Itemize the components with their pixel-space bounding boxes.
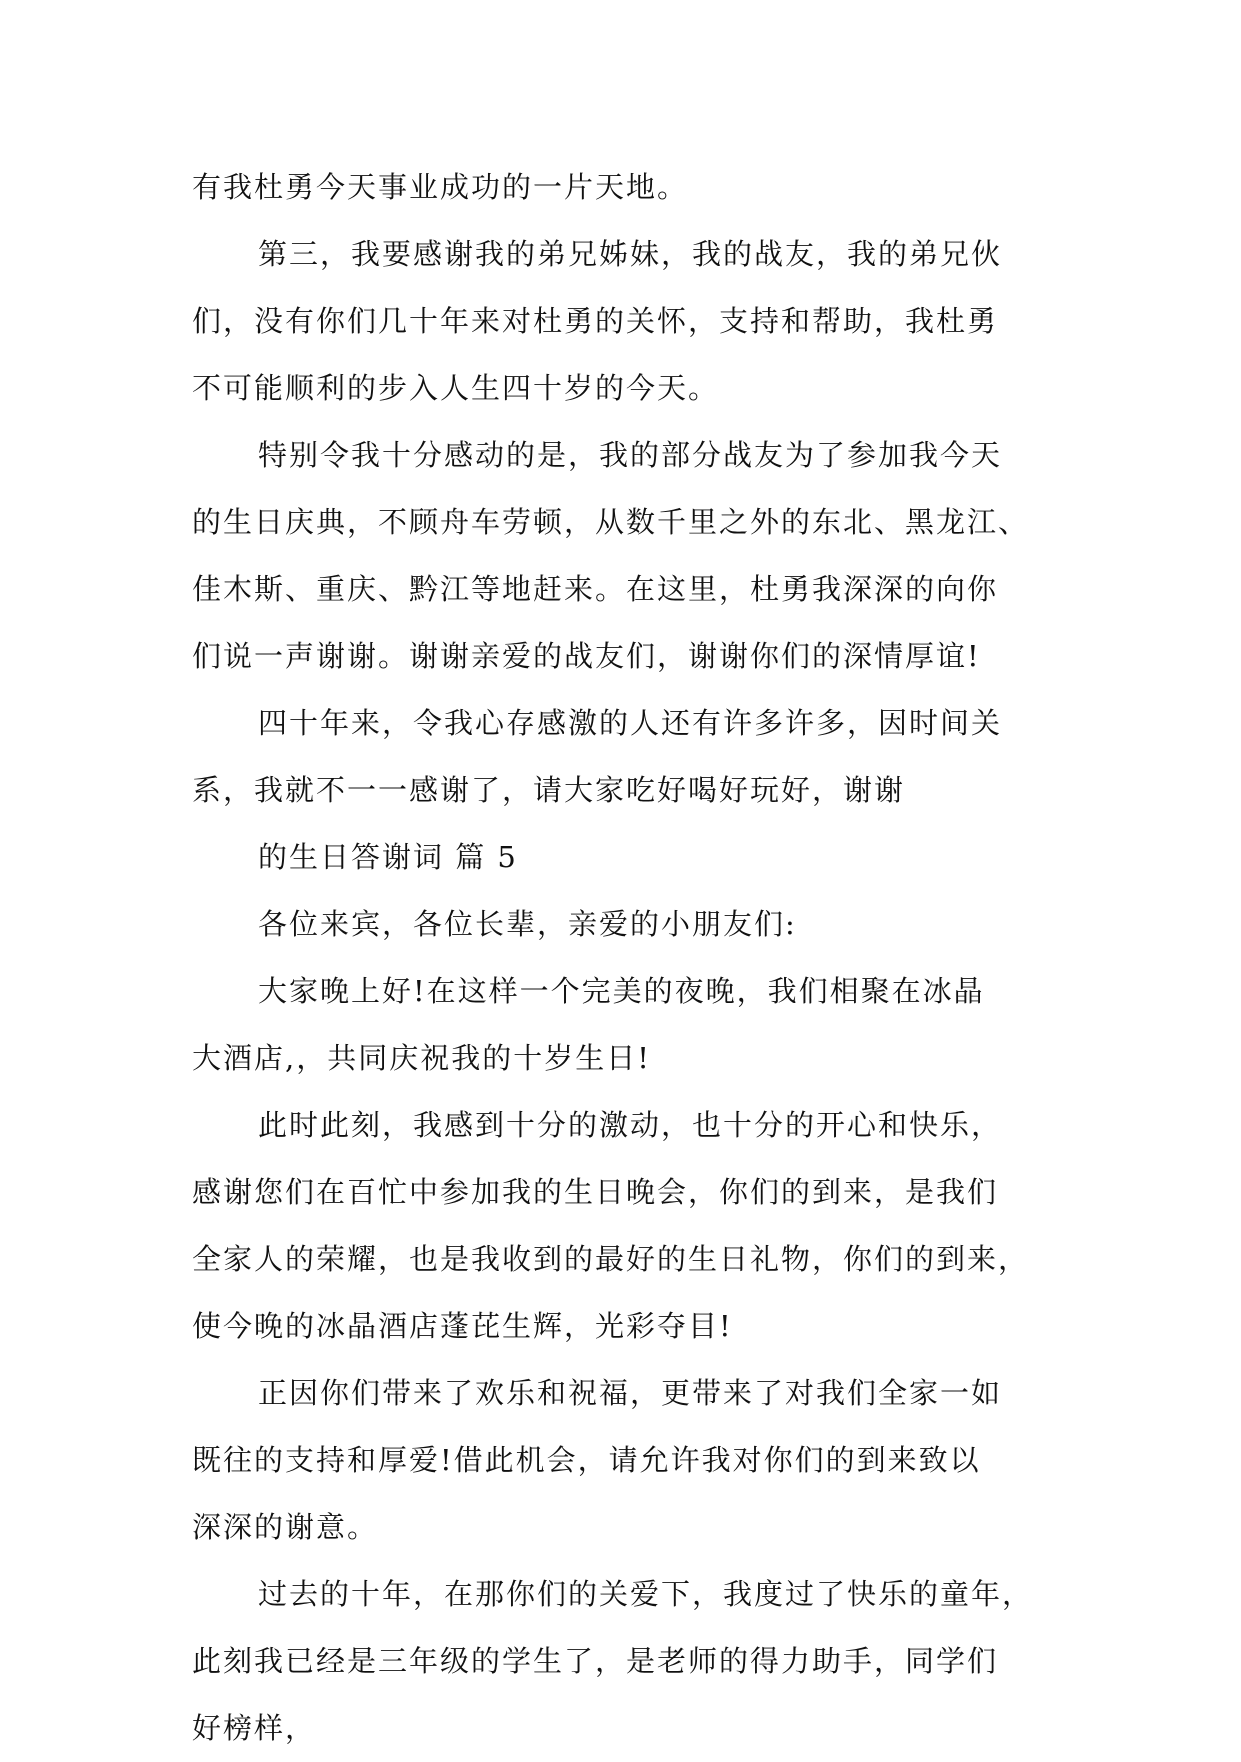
- text-line: 们，没有你们几十年来对杜勇的关怀，支持和帮助，我杜勇: [192, 304, 999, 338]
- section-heading: 的生日答谢词 篇 5: [258, 840, 518, 874]
- document-body: [192, 154, 1052, 1762]
- text-line: 此时此刻，我感到十分的激动，也十分的开心和快乐，: [258, 1108, 1003, 1142]
- text-line: 佳木斯、重庆、黔江等地赶来。在这里，杜勇我深深的向你: [192, 572, 999, 606]
- text-line: 四十年来，令我心存感激的人还有许多许多，因时间关: [258, 706, 1003, 740]
- text-line: 全家人的荣耀，也是我收到的最好的生日礼物，你们的到来，: [192, 1242, 1030, 1276]
- text-line: 各位来宾，各位长辈，亲爱的小朋友们:: [258, 907, 797, 941]
- text-line: 特别令我十分感动的是，我的部分战友为了参加我今天: [258, 438, 1003, 472]
- text-line: 使今晚的冰晶酒店蓬芘生辉，光彩夺目!: [192, 1309, 733, 1343]
- text-line: 过去的十年，在那你们的关爱下，我度过了快乐的童年，: [258, 1577, 1034, 1611]
- text-line: 第三，我要感谢我的弟兄姊妹，我的战友，我的弟兄伙: [258, 237, 1003, 271]
- text-line: 正因你们带来了欢乐和祝福，更带来了对我们全家一如: [258, 1376, 1003, 1410]
- text-line: 不可能顺利的步入人生四十岁的今天。: [192, 371, 720, 405]
- text-line: 的生日庆典，不顾舟车劳顿，从数千里之外的东北、黑龙江、: [192, 505, 1030, 539]
- text-line: 大酒店,，共同庆祝我的十岁生日!: [192, 1041, 651, 1075]
- text-line: 们说一声谢谢。谢谢亲爱的战友们，谢谢你们的深情厚谊!: [192, 639, 981, 673]
- text-line: 系，我就不一一感谢了，请大家吃好喝好玩好，谢谢: [192, 773, 906, 807]
- text-line: 此刻我已经是三年级的学生了，是老师的得力助手，同学们: [192, 1644, 999, 1678]
- text-line: 既往的支持和厚爱!借此机会，请允许我对你们的到来致以: [192, 1443, 981, 1477]
- text-line: 感谢您们在百忙中参加我的生日晚会，你们的到来，是我们: [192, 1175, 999, 1209]
- text-line: 好榜样，: [192, 1711, 317, 1745]
- text-line: 深深的谢意。: [192, 1510, 379, 1544]
- text-line: 大家晚上好!在这样一个完美的夜晚，我们相聚在冰晶: [258, 974, 985, 1008]
- text-line: 有我杜勇今天事业成功的一片天地。: [192, 170, 689, 204]
